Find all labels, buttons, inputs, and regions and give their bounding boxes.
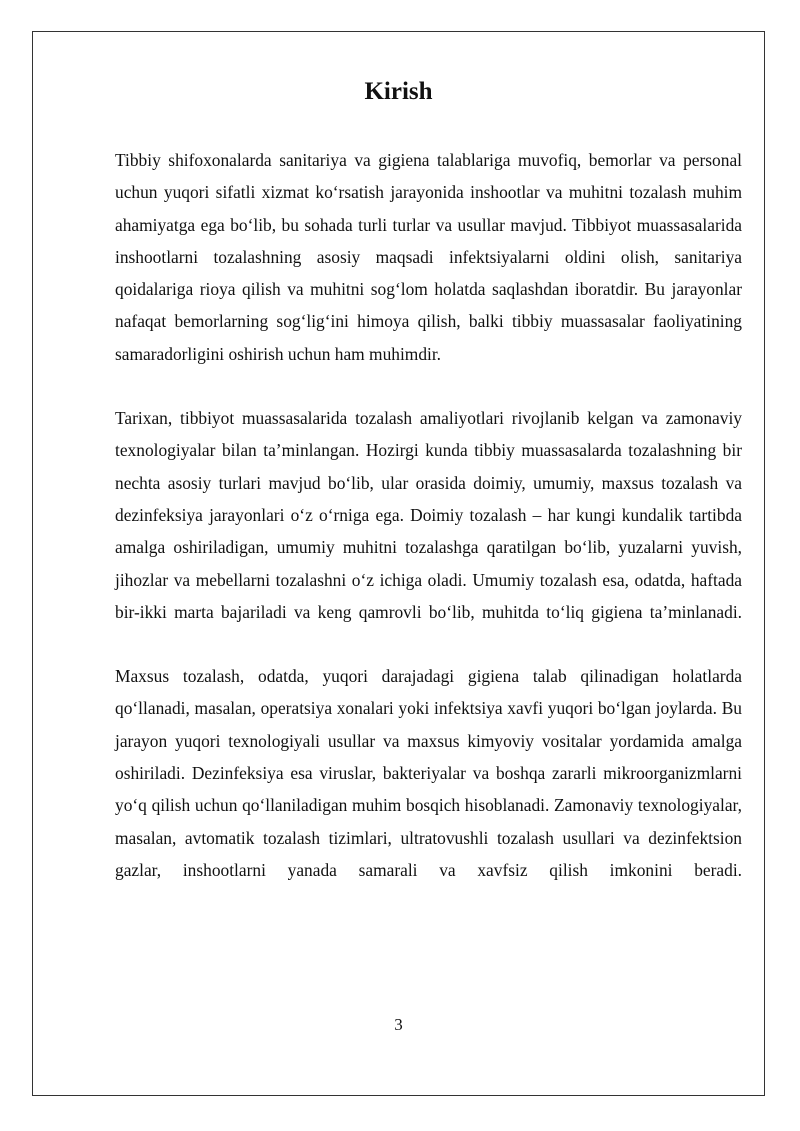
page-title: Kirish: [364, 78, 433, 105]
paragraph-special-cleaning: Maxsus tozalash, odatda, yuqori darajadagi gigiena talab qilinadigan holatlarda qo‘llanadi, masalan, operatsiya xonalari yoki infektsiya xavfi yuqori bo‘lgan joylarda. Bu jarayon yuqori texnologiyali usullar va maxsus kimyoviy vositalar yordamida amalga oshiriladi. Dezinfeksiya esa viruslar, bakteriyalar va boshqa zararli mikroorganizmlarni yo‘q qilish uchun qo‘llaniladigan muhim bosqich hisoblanadi. Zamonaviy texnologiyalar, masalan, avtomatik tozalash tizimlari, ultratovushli tozalash usullari va dezinfektsion gazlar, inshootlarni yanada samarali va xavfsiz qilish imkonini beradi.: [115, 666, 742, 880]
paragraph-intro: Tibbiy shifoxonalarda sanitariya va gigiena talablariga muvofiq, bemorlar va personal uchun yuqori sifatli xizmat ko‘rsatish jarayonida inshootlar va muhitni tozalash muhim ahamiyatga ega bo‘lib, bu sohada turli turlar va usullar mavjud. Tibbiyot muassasalarida inshootlarni tozalashning asosiy maqsadi infektsiyalarni oldini olish, sanitariya qoidalariga rioya qilish va muhitni sog‘lom holatda saqlashdan iboratdir. Bu jarayonlar nafaqat bemorlarning sog‘lig‘ini himoya qilish, balki tibbiy muassasalar faoliyatining samaradorligini oshirish uchun ham muhimdir.: [115, 150, 742, 364]
paragraph-history: Tarixan, tibbiyot muassasalarida tozalash amaliyotlari rivojlanib kelgan va zamonaviy texnologiyalar bilan ta’minlangan. Hozirgi kunda tibbiy muassasalarda tozalashning bir nechta asosiy turlari mavjud bo‘lib, ular orasida doimiy, umumiy, maxsus tozalash va dezinfeksiya jarayonlari o‘z o‘rniga ega. Doimiy tozalash – har kungi kundalik tartibda amalga oshiriladigan, umumiy muhitni tozalashga qaratilgan bo‘lib, yuzalarni yuvish, jihozlar va mebellarni tozalashni o‘z ichiga oladi. Umumiy tozalash esa, odatda, haftada bir-ikki marta bajariladi va keng qamrovli bo‘lib, muhitda to‘liq gigiena ta’minlanadi.: [115, 408, 742, 622]
document-body: [115, 144, 742, 918]
page-number: 3: [394, 1015, 403, 1034]
